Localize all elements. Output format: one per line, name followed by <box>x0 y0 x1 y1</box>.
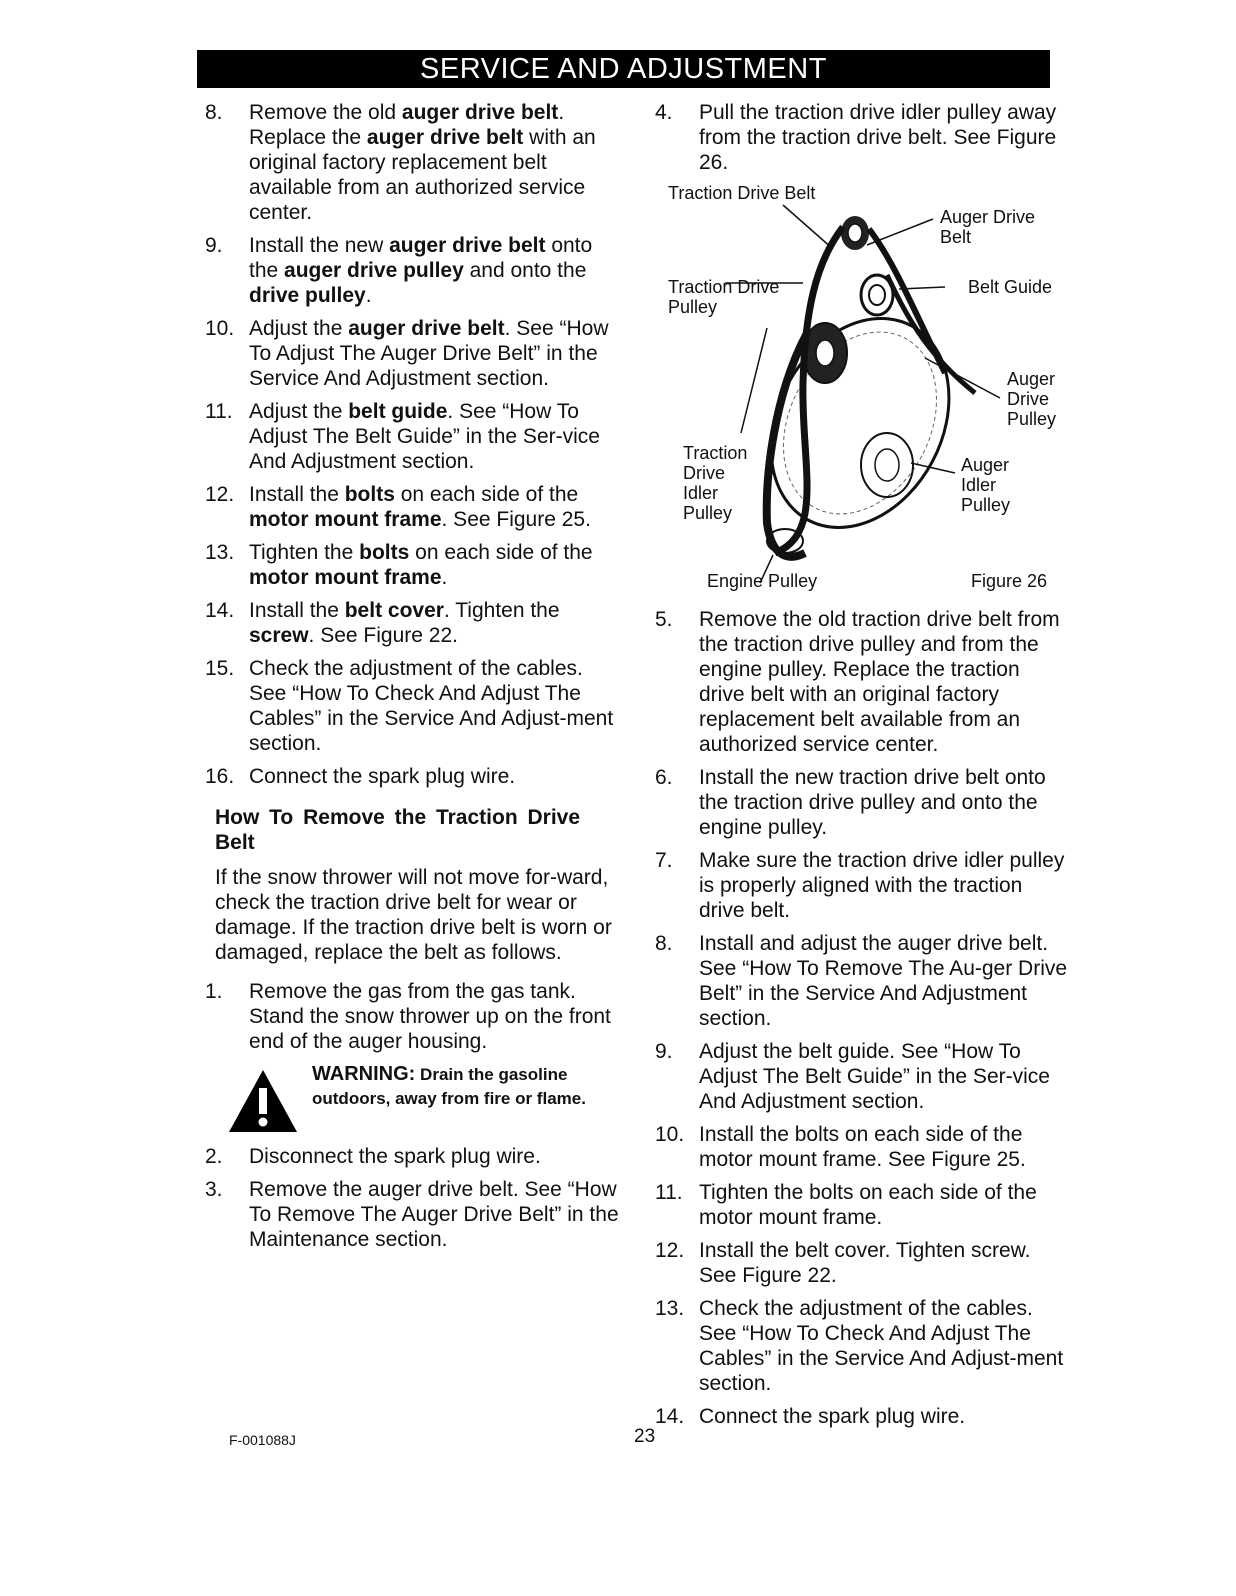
list-item <box>205 482 625 532</box>
list-item <box>655 765 1070 840</box>
step-text-plain: Adjust the <box>249 317 349 340</box>
step-text-plain: . See Figure 22. <box>308 624 458 647</box>
step-text-plain: Connect the spark plug wire. <box>699 1405 966 1428</box>
step-text-bold: auger drive belt <box>366 126 524 149</box>
step-text <box>249 1144 625 1169</box>
step-text-plain: Install the belt cover. Tighten screw. See Figure 22. <box>699 1239 1031 1287</box>
step-number: 12. <box>205 483 235 506</box>
step-text-plain: Remove the old <box>249 101 402 124</box>
step-text <box>699 1238 1070 1288</box>
right-steps-b <box>655 607 1070 1429</box>
list-item <box>655 100 1070 175</box>
step-number: 4. <box>655 101 673 124</box>
step-text-plain: Check the adjustment of the cables. See “How To Check And Adjust The Cables” in the Service And Adjust-ment section. <box>699 1297 1064 1395</box>
step-number: 13. <box>655 1297 685 1320</box>
step-text-plain: Tighten the bolts on each side of the motor mount frame. <box>699 1181 1037 1229</box>
step-text-plain: onto the <box>249 234 593 282</box>
step-text-plain: . <box>365 284 372 307</box>
right-column <box>655 100 1070 1437</box>
step-text <box>699 1180 1070 1230</box>
step-text-bold: belt cover <box>344 599 444 622</box>
list-item <box>655 1180 1070 1230</box>
step-text-plain: Make sure the traction drive idler pulley is properly aligned with the traction drive belt. <box>699 849 1065 922</box>
step-text-plain: . See Figure 25. <box>441 508 591 531</box>
left-column <box>205 100 625 1260</box>
step-text-plain: Check the adjustment of the cables. See “How To Check And Adjust The Cables” in the Service And Adjust-ment section. <box>249 657 614 755</box>
step-text-plain: Adjust the <box>249 400 349 423</box>
figure-caption: Figure 26 <box>971 571 1048 591</box>
label-traction-drive-pulley: Traction Drive Pulley <box>668 277 780 317</box>
step-number: 15. <box>205 657 235 680</box>
step-text-bold: drive pulley <box>249 284 366 307</box>
warning-text <box>312 1062 625 1111</box>
list-item <box>655 1122 1070 1172</box>
warning-label: WARNING: <box>312 1063 416 1085</box>
step-text <box>249 100 625 225</box>
step-number: 8. <box>655 932 673 955</box>
step-text <box>699 1296 1070 1396</box>
step-text-plain: on each side of the <box>409 541 593 564</box>
step-number: 7. <box>655 849 673 872</box>
right-steps-a <box>655 100 1070 175</box>
step-text-plain: . <box>441 566 448 589</box>
list-item <box>205 1177 625 1252</box>
step-text <box>249 233 625 308</box>
step-number: 9. <box>655 1040 673 1063</box>
step-text <box>249 764 625 789</box>
warning-box <box>227 1062 625 1134</box>
step-text <box>249 540 625 590</box>
list-item <box>655 1296 1070 1396</box>
list-item <box>655 1238 1070 1288</box>
step-text <box>249 316 625 391</box>
left-steps-a <box>205 100 625 789</box>
step-number: 2. <box>205 1145 223 1168</box>
step-text <box>699 100 1070 175</box>
step-text-bold: auger drive belt <box>348 317 505 340</box>
step-text-plain: Pull the traction drive idler pulley away from the traction drive belt. See Figure 26. <box>699 101 1057 174</box>
step-text <box>699 931 1070 1031</box>
left-steps-b <box>205 979 625 1054</box>
step-text-plain: Remove the old traction drive belt from the traction drive pulley and from the engine pulley. Replace the traction drive belt with an original factory replacement belt available from an authorized service center. <box>699 608 1060 756</box>
document-code: F-001088J <box>229 1432 296 1448</box>
step-number: 11. <box>655 1181 683 1204</box>
step-number: 14. <box>655 1405 685 1428</box>
step-text-plain: . Tighten the <box>443 599 560 622</box>
list-item <box>205 598 625 648</box>
step-text-plain: . See “How To Adjust The Belt Guide” in the Ser-vice And Adjustment section. <box>249 400 600 473</box>
step-number: 13. <box>205 541 235 564</box>
list-item <box>205 979 625 1054</box>
list-item <box>205 316 625 391</box>
step-text-plain: . Replace the <box>249 101 565 149</box>
step-text <box>699 607 1070 757</box>
step-text-plain: Remove the auger drive belt. See “How To Remove The Auger Drive Belt” in the Maintenance section. <box>249 1178 619 1251</box>
label-traction-drive-belt: Traction Drive Belt <box>668 183 816 203</box>
step-text-plain: Adjust the belt guide. See “How To Adjust The Belt Guide” in the Ser-vice And Adjustment section. <box>699 1040 1050 1113</box>
list-item <box>655 931 1070 1031</box>
list-item <box>655 1404 1070 1429</box>
step-text-bold: screw <box>249 624 309 647</box>
list-item <box>205 656 625 756</box>
label-engine-pulley: Engine Pulley <box>707 571 818 591</box>
step-text-plain: with an original factory replacement belt available from an authorized service center. <box>249 126 596 224</box>
step-text-bold: auger drive belt <box>389 234 546 257</box>
step-text-bold: motor mount frame <box>249 566 442 589</box>
step-number: 1. <box>205 980 223 1003</box>
step-text <box>249 1177 625 1252</box>
label-auger-drive-pulley: Auger Drive Pulley <box>1007 369 1057 429</box>
step-text <box>699 1039 1070 1114</box>
page-header <box>197 50 1050 88</box>
step-text-plain: Tighten the <box>249 541 360 564</box>
header-title: SERVICE AND ADJUSTMENT <box>420 53 827 85</box>
step-text <box>249 399 625 474</box>
list-item <box>205 764 625 789</box>
list-item <box>655 607 1070 757</box>
step-text-plain: Install and adjust the auger drive belt. See “How To Remove The Au-ger Drive Belt” in the Service And Adjustment section. <box>699 932 1068 1030</box>
step-text-plain: Connect the spark plug wire. <box>249 765 516 788</box>
label-belt-guide: Belt Guide <box>968 277 1053 297</box>
list-item <box>205 100 625 225</box>
list-item <box>655 848 1070 923</box>
step-text-bold: motor mount frame <box>249 508 442 531</box>
step-number: 11. <box>205 400 233 423</box>
step-number: 14. <box>205 599 235 622</box>
list-item <box>205 540 625 590</box>
left-steps-c <box>205 1144 625 1252</box>
step-text-plain: . See “How To Adjust The Auger Drive Belt” in the Service And Adjustment section. <box>249 317 609 390</box>
page-number: 23 <box>634 1426 656 1447</box>
step-text <box>699 765 1070 840</box>
step-text-plain: Install the <box>249 599 345 622</box>
step-text <box>699 1122 1070 1172</box>
section-intro: If the snow thrower will not move for-ward, check the traction drive belt for wear or damage. If the traction drive belt is worn or damaged, replace the belt as follows. <box>215 866 612 964</box>
step-text-plain: Install the new <box>249 234 390 257</box>
step-number: 10. <box>205 317 235 340</box>
step-text-plain: Install the new traction drive belt onto the traction drive pulley and onto the engine pulley. <box>699 766 1046 839</box>
step-text-plain: Remove the gas from the gas tank. Stand the snow thrower up on the front end of the auger housing. <box>249 980 611 1053</box>
list-item <box>205 399 625 474</box>
step-number: 9. <box>205 234 223 257</box>
step-text-bold: bolts <box>359 541 410 564</box>
step-text-plain: Install the <box>249 483 345 506</box>
step-text <box>249 598 625 648</box>
step-number: 10. <box>655 1123 685 1146</box>
step-text <box>249 656 625 756</box>
label-auger-idler-pulley: Auger Idler Pulley <box>961 455 1011 515</box>
step-text-plain: and onto the <box>463 259 587 282</box>
step-number: 6. <box>655 766 673 789</box>
step-number: 8. <box>205 101 223 124</box>
step-number: 3. <box>205 1178 223 1201</box>
step-text-plain: on each side of the <box>394 483 579 506</box>
step-text <box>699 1404 1070 1429</box>
warning-message: Drain the gasoline outdoors, away from fire or flame. <box>312 1065 586 1108</box>
section-heading: How To Remove the Traction Drive Belt <box>215 806 581 854</box>
step-number: 5. <box>655 608 673 631</box>
list-item <box>205 1144 625 1169</box>
list-item <box>655 1039 1070 1114</box>
label-auger-drive-belt: Auger Drive Belt <box>940 207 1036 247</box>
figure-26 <box>655 183 1070 603</box>
step-text-plain: Disconnect the spark plug wire. <box>249 1145 541 1168</box>
step-text <box>249 979 625 1054</box>
step-text-bold: auger drive pulley <box>284 259 464 282</box>
step-text-bold: bolts <box>344 483 395 506</box>
step-text <box>249 482 625 532</box>
step-number: 16. <box>205 765 235 788</box>
step-text-bold: belt guide <box>348 400 448 423</box>
warning-triangle-icon <box>227 1068 299 1134</box>
step-text-bold: auger drive belt <box>401 101 559 124</box>
label-traction-drive-idler-pulley: Traction Drive Idler Pulley <box>683 443 748 523</box>
step-text <box>699 848 1070 923</box>
list-item <box>205 233 625 308</box>
auger-idler-pulley-shape <box>861 433 913 497</box>
step-text-plain: Install the bolts on each side of the motor mount frame. See Figure 25. <box>699 1123 1026 1171</box>
step-number: 12. <box>655 1239 685 1262</box>
